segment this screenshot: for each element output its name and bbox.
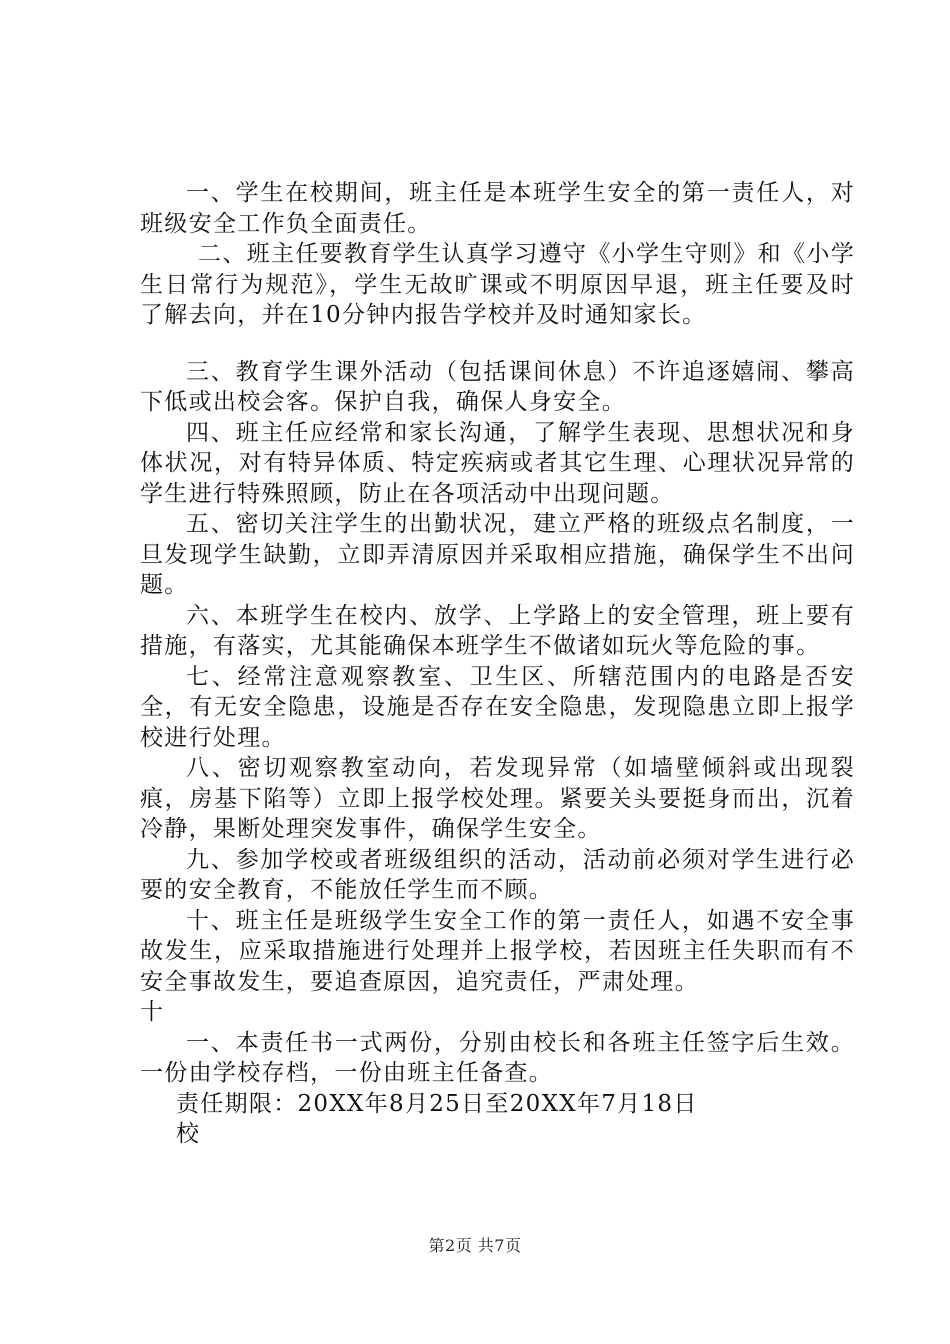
paragraph-2: 二、班主任要教育学生认真学习遵守《小学生守则》和《小学生日常行为规范》，学生无故旷课或不明原因早退，班主任要及时了解去向，并在10分钟内报告学校并及时通知家长。 <box>140 241 855 328</box>
paragraph-11: 一、本责任书一式两份，分别由校长和各班主任签字后生效。一份由学校存档，一份由班主任备查。 <box>140 1029 855 1086</box>
paragraph-5: 五、密切关注学生的出勤状况，建立严格的班级点名制度，一旦发现学生缺勤，立即弄清原因并采取相应措施，确保学生不出问题。 <box>140 511 855 598</box>
paragraph-11-prefix: 十 <box>140 999 165 1025</box>
school-line: 校 <box>176 1121 201 1147</box>
paragraph-6: 六、本班学生在校内、放学、上学路上的安全管理，班上要有措施，有落实，尤其能确保本班学生不做诸如玩火等危险的事。 <box>140 602 855 659</box>
paragraph-7: 七、经常注意观察教室、卫生区、所辖范围内的电路是否安全，有无安全隐患，设施是否存在安全隐患，发现隐患立即上报学校进行处理。 <box>140 663 855 751</box>
page-indicator: 第2页 共7页 <box>428 1236 522 1255</box>
paragraph-8: 八、密切观察教室动向，若发现异常（如墙壁倾斜或出现裂痕，房基下陷等）立即上报学校处理。紧要关头要挺身而出，沉着冷静，果断处理突发事件，确保学生安全。 <box>140 755 855 842</box>
term-line: 责任期限：20XX年8月25日至20XX年7月18日 <box>176 1090 698 1117</box>
paragraph-1: 一、学生在校期间，班主任是本班学生安全的第一责任人，对班级安全工作负全面责任。 <box>140 180 855 237</box>
paragraph-10: 十、班主任是班级学生安全工作的第一责任人，如遇不安全事故发生，应采取措施进行处理并上报学校，若因班主任失职而有不安全事故发生，要追查原因，追究责任，严肃处理。 <box>140 907 855 995</box>
document-body <box>140 178 855 1150</box>
paragraph-9: 九、参加学校或者班级组织的活动，活动前必须对学生进行必要的安全教育，不能放任学生而不顾。 <box>140 846 855 903</box>
paragraph-3: 三、教育学生课外活动（包括课间休息）不许追逐嬉闹、攀高下低或出校会客。保护自我，确保人身安全。 <box>140 358 855 415</box>
paragraph-4: 四、班主任应经常和家长沟通，了解学生表现、思想状况和身体状况，对有特异体质、特定疾病或者其它生理、心理状况异常的学生进行特殊照顾，防止在各项活动中出现问题。 <box>140 419 855 507</box>
